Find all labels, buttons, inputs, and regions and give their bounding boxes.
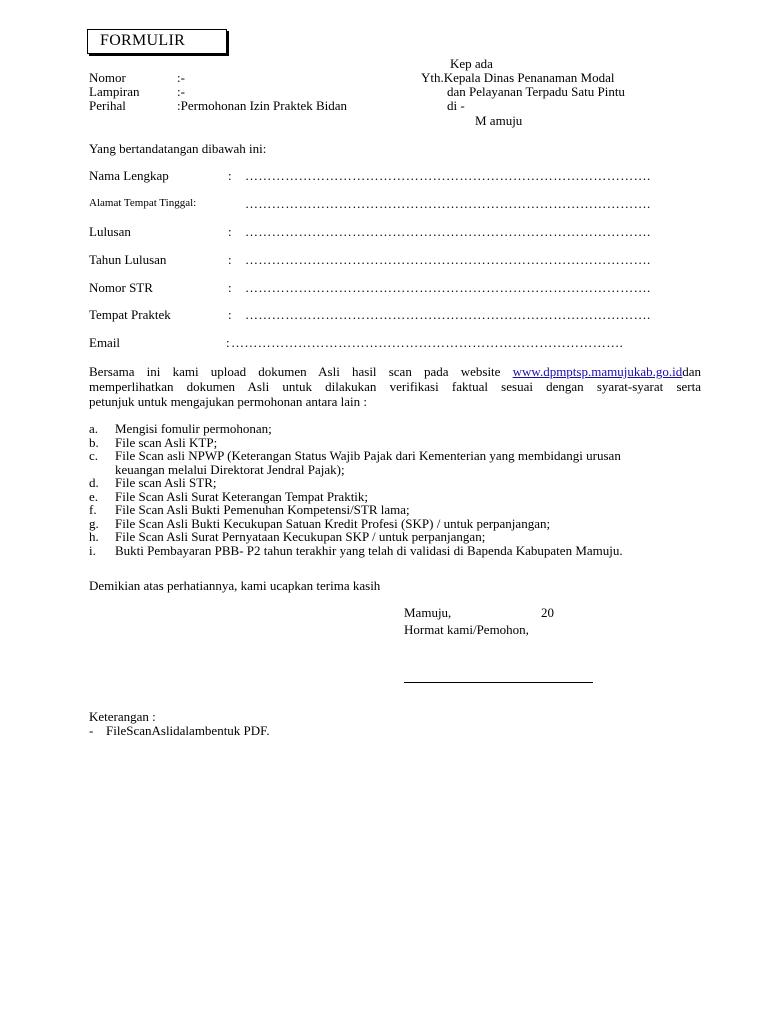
perihal-value (177, 98, 347, 113)
field-label-nama-lengkap: Nama Lengkap (89, 168, 169, 183)
recipient-line-4: di - (447, 98, 465, 113)
list-item-text: File scan Asli STR; (115, 475, 217, 490)
lampiran-separator: :- (177, 84, 185, 99)
recipient-line-1: Kep ada (450, 56, 493, 71)
recipient-line-5: M amuju (475, 113, 523, 128)
list-item-text: Mengisi fomulir permohonan; (115, 421, 272, 436)
upload-paragraph (89, 364, 701, 409)
list-marker: g. (89, 515, 99, 531)
perihal-separator: : (177, 98, 181, 113)
signature-place: Mamuju, (404, 605, 452, 620)
field-separator: : (228, 224, 232, 239)
field-input-alamat[interactable]: ………………………………………………………………………………. (245, 196, 651, 211)
list-item (89, 517, 709, 531)
perihal-text: Permohonan Izin Praktek Bidan (180, 98, 348, 113)
list-marker: i. (89, 542, 96, 558)
requirements-list (89, 422, 709, 557)
field-label-tempat-praktek: Tempat Praktek (89, 307, 171, 322)
note-heading: Keterangan : (89, 709, 156, 724)
list-marker: b. (89, 434, 99, 450)
website-link[interactable]: www.dpmptsp.mamujukab.go.id (512, 364, 683, 379)
nomor-separator: :- (177, 70, 185, 85)
list-marker: c. (89, 448, 99, 463)
field-separator: : (228, 252, 232, 267)
list-item-text: Bukti Pembayaran PBB- P2 tahun terakhir yang telah di validasi di Bapenda Kabupaten Mamuju. (115, 542, 623, 558)
lampiran-label: Lampiran (89, 84, 140, 99)
list-marker: f. (89, 502, 97, 517)
paragraph-line-3: petunjuk untuk mengajukan permohonan antara lain : (89, 394, 367, 409)
field-separator: : (228, 168, 232, 183)
list-marker: d. (89, 475, 99, 490)
list-item (89, 436, 709, 450)
paragraph-line-2: memperlihatkan dokumen Asli untuk dilakukan verifikasi faktual sesuai dengan syarat-syarat serta (89, 379, 701, 394)
list-marker: h. (89, 529, 99, 544)
field-label-email: Email (89, 335, 121, 350)
signature-line (404, 682, 593, 683)
field-input-lulusan[interactable]: ………………………………………………………………………………. (245, 224, 651, 239)
paragraph-text: Bersama ini kami upload dokumen Asli hasil scan pada website (89, 364, 513, 379)
list-item (89, 490, 709, 504)
list-item (89, 476, 709, 490)
recipient-line-3: dan Pelayanan Terpadu Satu Pintu (447, 84, 625, 99)
list-item (89, 544, 709, 558)
field-separator: : (228, 307, 232, 322)
list-item (89, 449, 709, 463)
list-item-text: File Scan Asli Bukti Pemenuhan Kompetensi/STR lama; (115, 502, 410, 517)
field-input-tahun-lulusan[interactable]: ………………………………………………………………………………. (245, 252, 651, 267)
field-label-lulusan: Lulusan (89, 224, 131, 239)
field-label-alamat: Alamat Tempat Tinggal: (89, 197, 197, 209)
field-input-nama-lengkap[interactable]: ………………………………………………………………………………. (245, 168, 651, 183)
email-separator: : (226, 335, 230, 350)
perihal-label: Perihal (89, 98, 126, 113)
paragraph-text: dan (682, 364, 701, 379)
list-item (89, 530, 709, 544)
form-title: FORMULIR (100, 32, 186, 49)
note-dash: - (89, 723, 94, 738)
note-text: FileScanAslidalambentuk PDF. (106, 723, 270, 738)
list-item-text: File Scan asli NPWP (Keterangan Status Wajib Pajak dari Kementerian yang membidangi urusan (115, 448, 621, 463)
list-item (89, 463, 709, 477)
form-title-box (87, 29, 227, 54)
list-item (89, 422, 709, 436)
nomor-label: Nomor (89, 70, 126, 85)
field-separator: : (228, 280, 232, 295)
field-input-nomor-str[interactable]: ………………………………………………………………………………. (245, 280, 651, 295)
closing-text: Demikian atas perhatiannya, kami ucapkan terima kasih (89, 578, 381, 593)
field-input-email[interactable]: ……………………………………………………………………………. (231, 335, 624, 350)
list-item-text: File Scan Asli Surat Keterangan Tempat Praktik; (115, 488, 369, 504)
list-item-text: File Scan Asli Surat Pernyataan Kecukupan SKP / untuk perpanjangan; (115, 529, 486, 544)
field-label-nomor-str: Nomor STR (89, 280, 153, 295)
field-label-tahun-lulusan: Tahun Lulusan (89, 252, 167, 267)
list-marker: e. (89, 488, 99, 504)
field-input-tempat-praktek[interactable]: ………………………………………………………………………………. (245, 307, 651, 322)
list-marker: a. (89, 421, 99, 436)
intro-text: Yang bertandatangan dibawah ini: (89, 141, 267, 156)
list-item-text: File Scan Asli Bukti Kecukupan Satuan Kredit Profesi (SKP) / untuk perpanjangan; (115, 515, 551, 531)
recipient-line-2: Yth.Kepala Dinas Penanaman Modal (421, 70, 615, 85)
list-item-text: File scan Asli KTP; (115, 434, 218, 450)
list-item (89, 503, 709, 517)
signature-regards: Hormat kami/Pemohon, (404, 622, 529, 637)
paragraph-line-1 (89, 364, 701, 379)
signature-year: 20 (541, 605, 554, 620)
list-item-text: keuangan melalui Direktorat Jendral Pajak); (115, 461, 345, 477)
